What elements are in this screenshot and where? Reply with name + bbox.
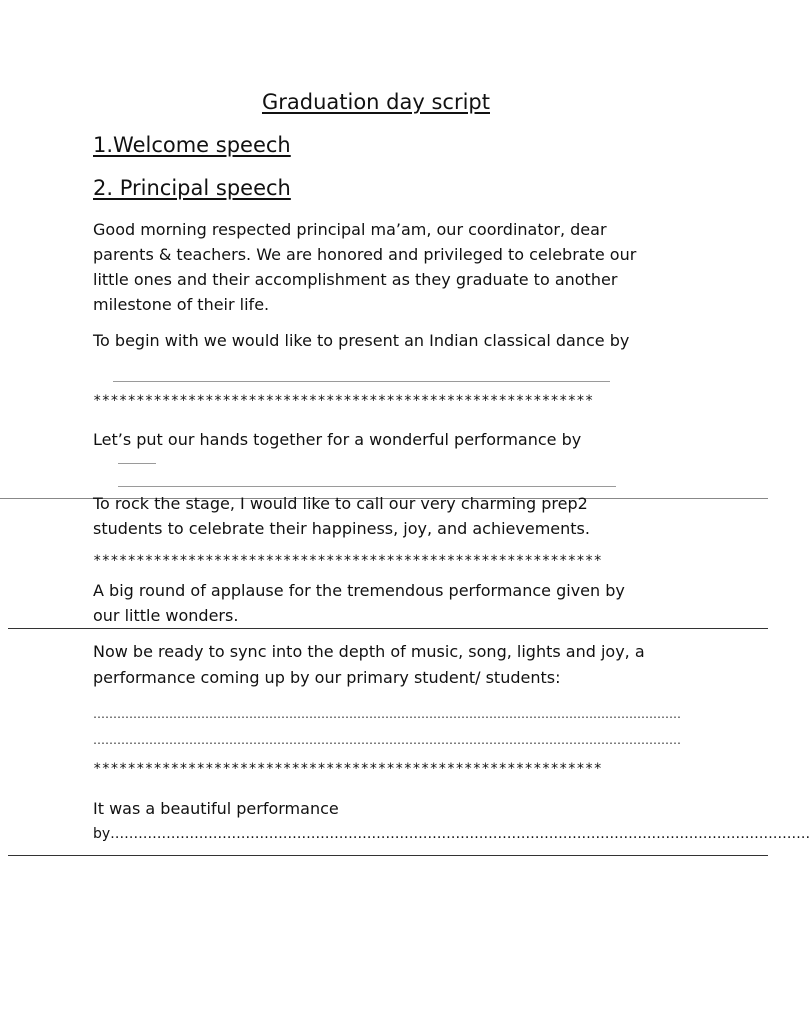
rock-line: students to celebrate their happiness, joy, and achievements. bbox=[93, 519, 590, 538]
dance-line: To begin with we would like to present an Indian classical dance by bbox=[93, 331, 630, 350]
intro-line: Good morning respected principal ma’am, our coordinator, dear bbox=[93, 220, 607, 239]
document-title: Graduation day script bbox=[261, 90, 490, 114]
dotted-blank: ………………………………………………………………………………………………………………………………… bbox=[93, 733, 681, 747]
intro-line: little ones and their accomplishment as they graduate to another bbox=[93, 270, 618, 289]
separator-stars: ********************************************************** bbox=[93, 393, 594, 409]
blank-line-short bbox=[118, 463, 156, 464]
blank-line bbox=[113, 381, 610, 382]
rock-line: To rock the stage, I would like to call our very charming prep2 bbox=[93, 494, 588, 513]
page-rule bbox=[8, 855, 768, 856]
heading-principal-speech: 2. Principal speech bbox=[93, 176, 291, 200]
applause-line: our little wonders. bbox=[93, 606, 239, 625]
hands-line: Let’s put our hands together for a wonderful performance by bbox=[93, 430, 582, 449]
blank-line bbox=[118, 486, 616, 487]
heading-welcome-speech: 1.Welcome speech bbox=[93, 133, 291, 157]
sync-line: Now be ready to sync into the depth of music, song, lights and joy, a bbox=[93, 642, 645, 661]
beautiful-line: It was a beautiful performance bbox=[93, 799, 339, 818]
sync-line: performance coming up by our primary student/ students: bbox=[93, 668, 561, 687]
intro-line: parents & teachers. We are honored and privileged to celebrate our bbox=[93, 245, 637, 264]
separator-stars: *********************************************************** bbox=[93, 761, 603, 777]
separator-stars: *********************************************************** bbox=[93, 553, 603, 569]
by-line: by…………………………………………………………………………………………………………………………………… bbox=[93, 826, 810, 842]
page-rule bbox=[8, 628, 768, 629]
applause-line: A big round of applause for the tremendous performance given by bbox=[93, 581, 625, 600]
dotted-blank: ………………………………………………………………………………………………………………………………… bbox=[93, 707, 681, 721]
intro-line: milestone of their life. bbox=[93, 295, 270, 314]
